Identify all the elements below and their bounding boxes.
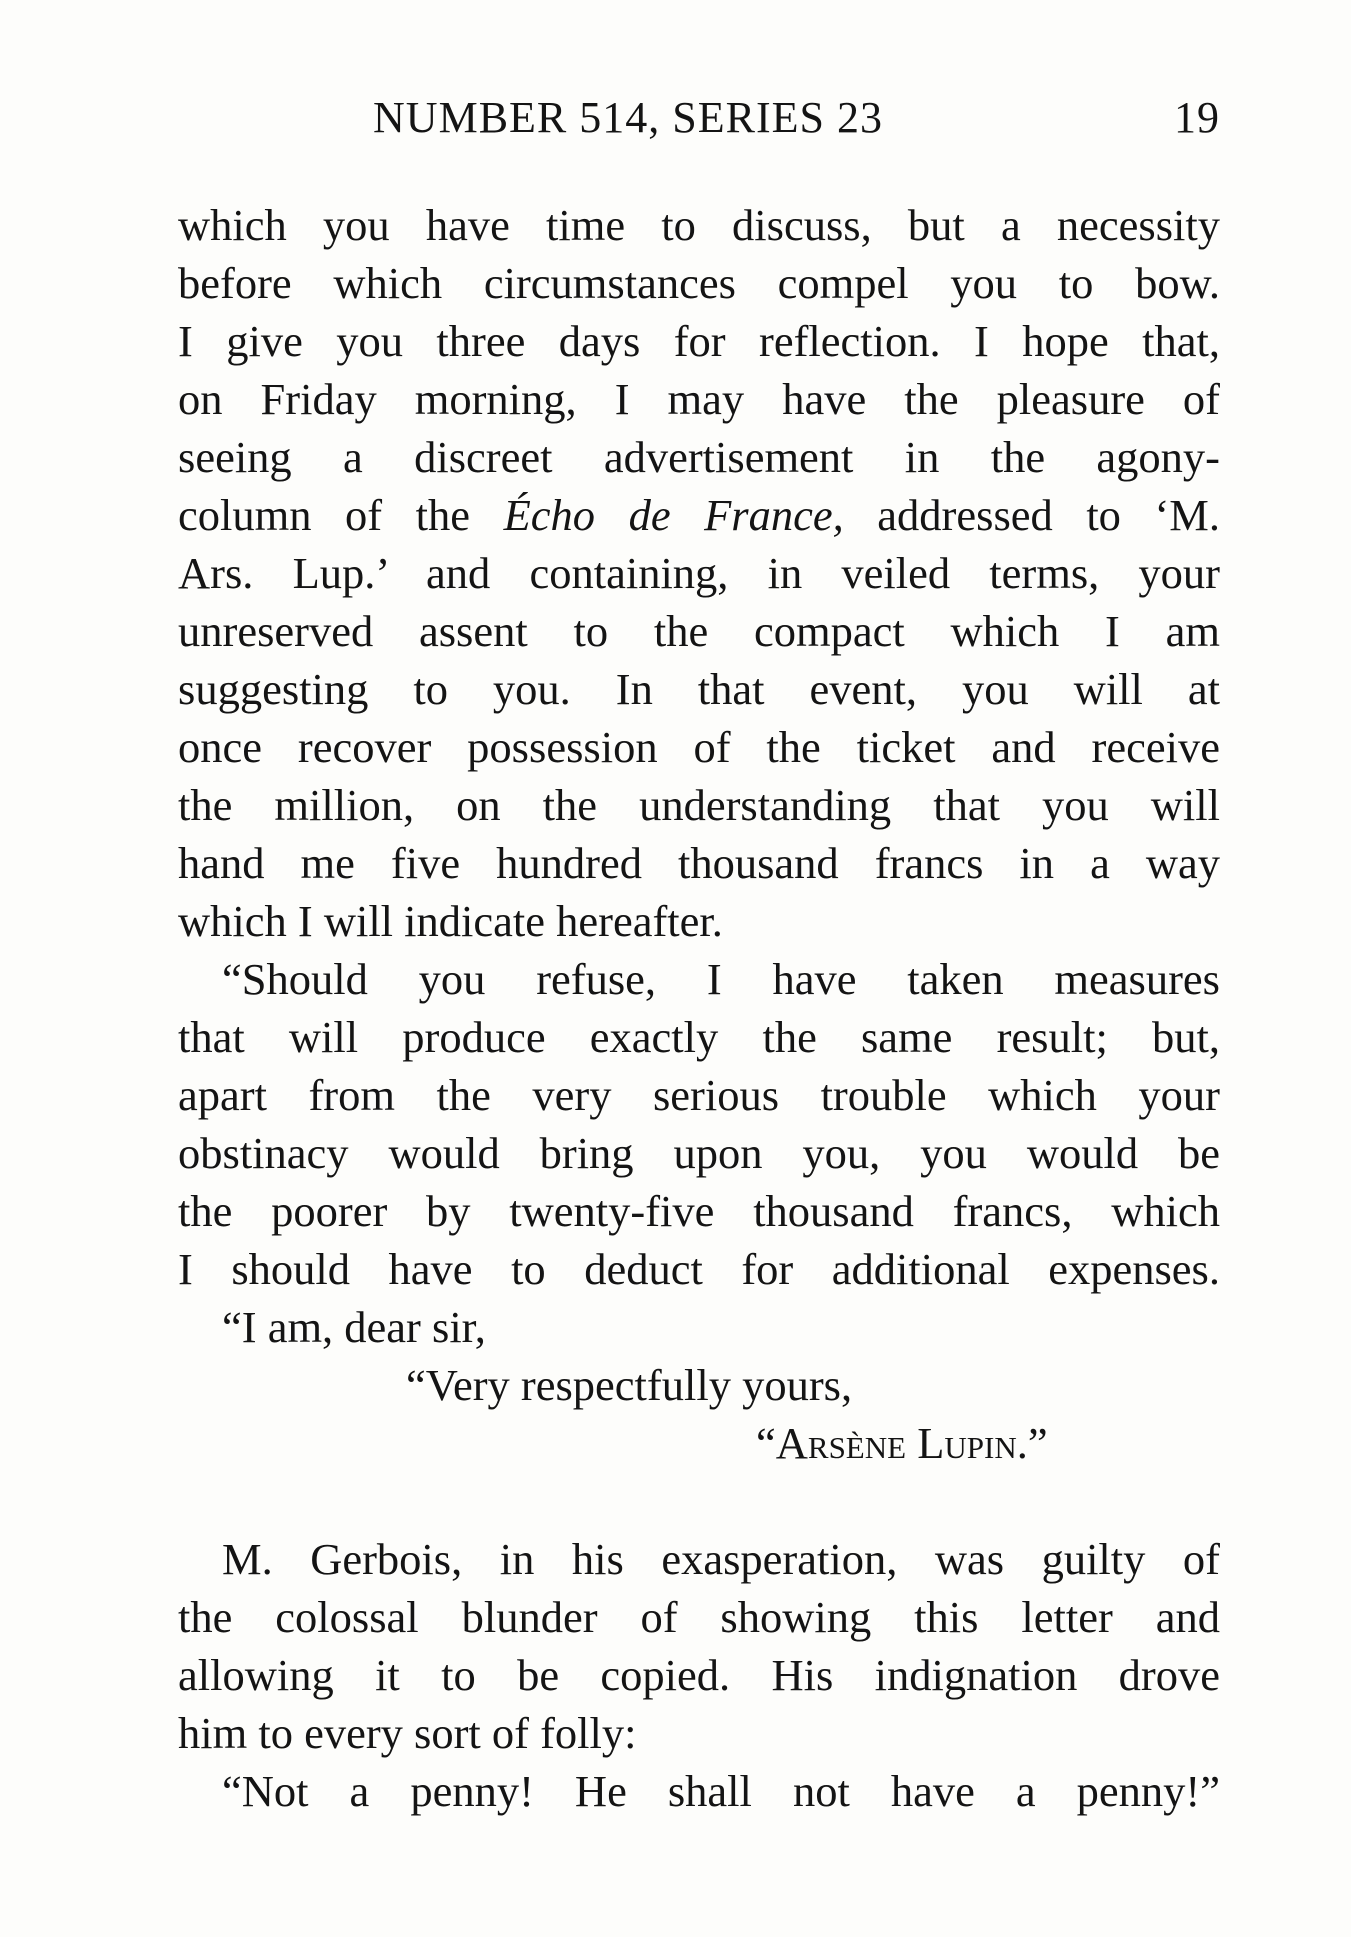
text-line: on Friday morning, I may have the pleasure of [178, 374, 1220, 424]
running-title: NUMBER 514, SERIES 23 [373, 93, 883, 142]
text-line: allowing it to be copied. His indignation drove [178, 1650, 1220, 1700]
text-line: the poorer by twenty-five thousand francs, which [178, 1186, 1220, 1236]
text-line: once recover possession of the ticket and receive [178, 722, 1220, 772]
text-line: the million, on the understanding that you will [178, 780, 1220, 830]
text-line: I should have to deduct for additional expenses. [178, 1244, 1220, 1294]
text-line: seeing a discreet advertisement in the agony- [178, 432, 1220, 482]
section-gap [178, 1472, 1220, 1530]
text-line: “Not a penny! He shall not have a penny!” [222, 1766, 1220, 1816]
text-line: that will produce exactly the same result; but, [178, 1012, 1220, 1062]
signature-line: “Arsène Lupin.” [756, 1418, 1048, 1468]
text-line: apart from the very serious trouble which your [178, 1070, 1220, 1120]
valediction-line: “Very respectfully yours, [406, 1360, 853, 1410]
text-fragment: column of the [178, 490, 504, 540]
text-line: the colossal blunder of showing this letter and [178, 1592, 1220, 1642]
text-line: Ars. Lup.’ and containing, in veiled terms, your [178, 548, 1220, 598]
text-line: unreserved assent to the compact which I am [178, 606, 1220, 656]
text-line: which I will indicate hereafter. [178, 896, 723, 946]
text-line: “Should you refuse, I have taken measures [222, 954, 1220, 1004]
closing-line: “I am, dear sir, [222, 1302, 486, 1352]
newspaper-title: Écho de France, [503, 490, 844, 540]
running-head [178, 92, 1220, 152]
text-line: hand me five hundred thousand francs in a way [178, 838, 1220, 888]
text-line: obstinacy would bring upon you, you would be [178, 1128, 1220, 1178]
body-text [178, 196, 1220, 1820]
text-fragment: addressed to ‘M. [843, 490, 1220, 540]
page-number: 19 [1174, 93, 1220, 142]
text-line [178, 486, 1220, 544]
text-line: which you have time to discuss, but a necessity [178, 200, 1220, 250]
text-line: suggesting to you. In that event, you will at [178, 664, 1220, 714]
text-line: him to every sort of folly: [178, 1708, 637, 1758]
text-line: before which circumstances compel you to bow. [178, 258, 1220, 308]
text-line: I give you three days for reflection. I hope that, [178, 316, 1220, 366]
text-line: M. Gerbois, in his exasperation, was guilty of [222, 1534, 1220, 1584]
